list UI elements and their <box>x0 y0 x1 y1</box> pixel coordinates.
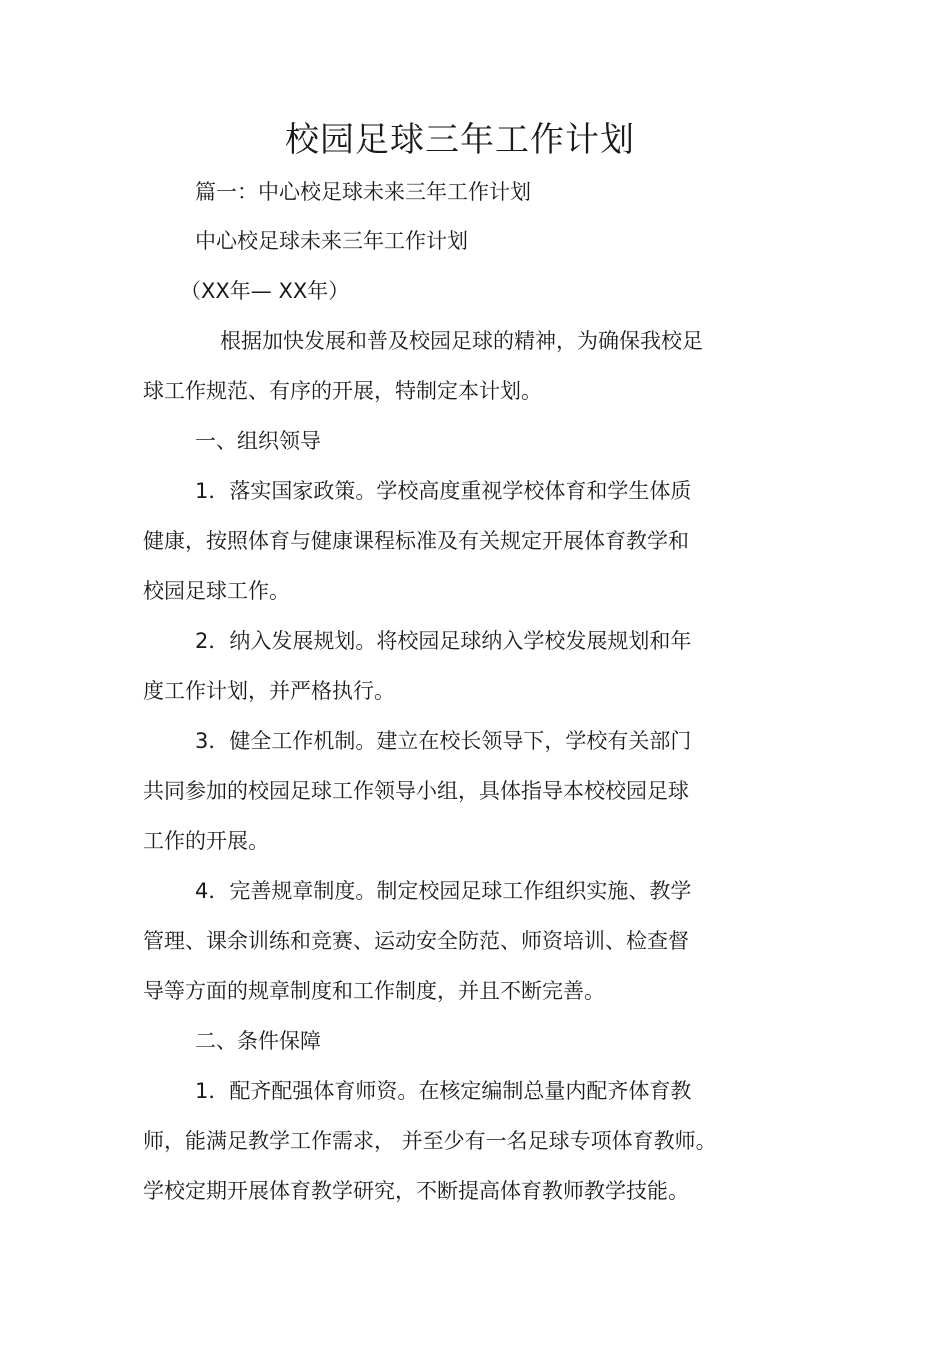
body-text-line: 学校定期开展体育教学研究，不断提高体育教师教学技能。 <box>143 1179 689 1203</box>
body-text-line: 健康，按照体育与健康课程标准及有关规定开展体育教学和 <box>143 529 689 553</box>
date-range: （XX年— XX年） <box>180 279 350 303</box>
body-text-line: 3．健全工作机制。建立在校长领导下，学校有关部门 <box>195 729 692 753</box>
body-text-line: 1．落实国家政策。学校高度重视学校体育和学生体质 <box>195 479 692 503</box>
body-text-line: 球工作规范、有序的开展，特制定本计划。 <box>143 379 542 403</box>
body-text-line: 度工作计划，并严格执行。 <box>143 679 395 703</box>
body-text-line: 1．配齐配强体育师资。在核定编制总量内配齐体育教 <box>195 1079 692 1103</box>
body-text-line: 共同参加的校园足球工作领导小组，具体指导本校校园足球 <box>143 779 689 803</box>
body-text-line: 导等方面的规章制度和工作制度，并且不断完善。 <box>143 979 605 1003</box>
body-text-line: 管理、课余训练和竞赛、运动安全防范、师资培训、检查督 <box>143 929 689 953</box>
body-text-line: 4．完善规章制度。制定校园足球工作组织实施、教学 <box>195 879 692 903</box>
body-text-line: 根据加快发展和普及校园足球的精神，为确保我校足 <box>220 329 703 353</box>
body-text-line: 工作的开展。 <box>143 829 269 853</box>
section-heading: 一、组织领导 <box>195 429 321 453</box>
body-text-line: 校园足球工作。 <box>143 579 290 603</box>
document-title: 校园足球三年工作计划 <box>285 120 635 160</box>
section-heading: 二、条件保障 <box>195 1029 321 1053</box>
body-text-line: 2．纳入发展规划。将校园足球纳入学校发展规划和年 <box>195 629 692 653</box>
section-heading-part-one: 篇一：中心校足球未来三年工作计划 <box>195 180 531 204</box>
body-text-line: 师，能满足教学工作需求， 并至少有一名足球专项体育教师。 <box>143 1129 717 1153</box>
subtitle: 中心校足球未来三年工作计划 <box>195 229 468 253</box>
